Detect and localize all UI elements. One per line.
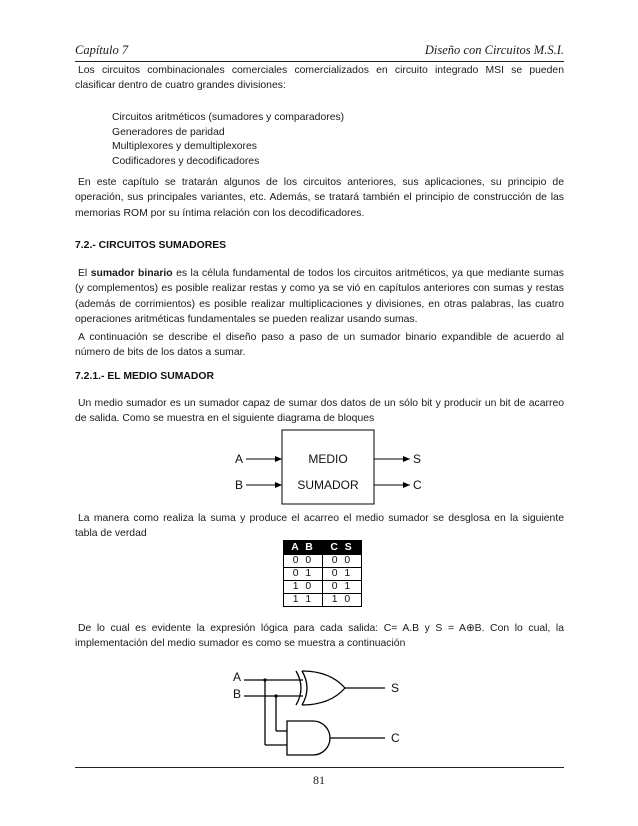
- gate-output-s: S: [391, 681, 400, 695]
- block-output-s: S: [413, 452, 422, 466]
- list-item: Codificadores y decodificadores: [112, 155, 260, 167]
- block-output-c: C: [413, 478, 422, 492]
- header-inputs: A B: [284, 541, 323, 555]
- block-label-line2: SUMADOR: [297, 478, 359, 492]
- intro-paragraph-2: En este capítulo se tratarán algunos de los circuitos anteriores, sus aplicaciones, su principio de operación, sus principales variantes, etc. Además, se tratará también el principio de construcción de las memorias ROM por su íntima relación con los decodificadores.: [75, 177, 564, 219]
- footer-rule: [75, 767, 564, 768]
- block-input-a: A: [235, 452, 244, 466]
- half-adder-paragraph: Un medio sumador es un sumador capaz de sumar dos datos de un sólo bit y producir un bit de acarreo de salida. Como se muestra en el siguiente diagrama de bloques: [75, 398, 564, 425]
- gate-input-b: B: [233, 687, 242, 701]
- xor-back-curve: [296, 671, 301, 705]
- table-row: 1 1 1 0: [284, 594, 362, 607]
- gate-output-c: C: [391, 731, 400, 745]
- page-number: 81: [313, 773, 325, 787]
- truth-table-intro: La manera como realiza la suma y produce el acarreo el medio sumador se desglosa en la siguiente tabla de verdad: [75, 513, 564, 540]
- expression-paragraph: De lo cual es evidente la expresión lógica para cada salida: C= A.B y S = A⊕B. Con lo cual, la implementación del medio sumador es como se muestra a continuación: [75, 623, 564, 650]
- chapter-label: Capítulo 7: [75, 43, 129, 57]
- bold-term: sumador binario: [90, 268, 173, 279]
- and-gate: [287, 721, 330, 755]
- adder-paragraph-2: A continuación se describe el diseño paso a paso de un sumador binario expandible de acuerdo al número de bits de los datos a sumar.: [75, 332, 564, 359]
- gate-input-a: A: [233, 670, 242, 684]
- junction-b: [274, 694, 277, 697]
- table-row: 1 0 0 1: [284, 581, 362, 594]
- xor-input-curve: [302, 671, 307, 705]
- intro-paragraph: Los circuitos combinacionales comerciales comercializados en circuito integrado MSI se pueden clasificar dentro de cuatro grandes divisiones:: [75, 65, 564, 92]
- xor-body: [302, 671, 345, 705]
- table-row: 0 0 0 0: [284, 555, 362, 568]
- list-item: Multiplexores y demultiplexores: [112, 141, 257, 153]
- subsection-heading: 7.2.1.- EL MEDIO SUMADOR: [75, 371, 214, 382]
- header-title: Diseño con Circuitos M.S.I.: [424, 43, 564, 57]
- list-item: Circuitos aritméticos (sumadores y comparadores): [112, 112, 345, 123]
- section-heading: 7.2.- CIRCUITOS SUMADORES: [75, 240, 227, 251]
- block-label-line1: MEDIO: [308, 452, 348, 466]
- block-input-b: B: [235, 478, 244, 492]
- adder-paragraph: El sumador binario es la célula fundamental de todos los circuitos aritméticos, ya que mediante sumas (y complementos) es posible realizar restas y como ya se vió en capítulos anteriores con sumas y restas (además de corrimientos) es posible realizar multiplicaciones y divisiones, en otras palabras, las cuatro operaciones aritméticas fundamentales se pueden realizar usando sumas.: [75, 268, 564, 326]
- list-item: Generadores de paridad: [112, 126, 225, 138]
- header-outputs: C S: [323, 541, 362, 555]
- table-row: 0 1 0 1: [284, 568, 362, 581]
- junction-a: [263, 678, 266, 681]
